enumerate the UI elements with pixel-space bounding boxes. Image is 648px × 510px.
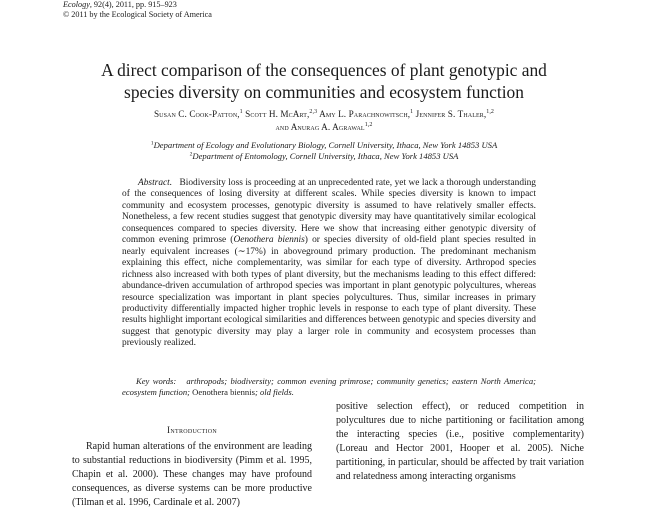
journal-citation-line [63, 0, 212, 10]
abstract [122, 178, 536, 350]
title-line-1: A direct comparison of the consequences of plant genotypic and [101, 60, 547, 80]
title-line-2: species diversity on communities and ecosystem function [124, 82, 524, 102]
abstract-text-part-2: ) or species diversity of old-field plant species resulted in nearly equivalent increases (∼17%) in aboveground primary production. The predominant mechanism explaining this effect, niche complementarity, was similar for each type of diversity. Arthropod species richness also increased with both types of plant diversity, but the mechanisms leading to this effect differed: abundance-driven accumulation of arthropod species was important in plant genotypic polycultures, whereas resource specialization was important in plant species polycultures. Thus, similar increases in primary productivity differentially impacted higher trophic levels in response to each type of plant diversity. These results highlight important ecological similarities and differences between genotypic and species diversity and suggest that genotypic diversity may play a larger role in community and ecosystem processes than previously realized. [122, 235, 536, 349]
author-2-affil: 2,3 [309, 109, 318, 115]
journal-header [63, 0, 212, 20]
affiliation-2 [0, 151, 648, 162]
keywords-label: Key words: [136, 376, 177, 386]
intro-left-text: Rapid human alterations of the environment are leading to substantial reductions in biodiversity (Pimm et al. 1995, Chapin et al. 2000). These changes may have profound consequences, as diverse systems can be more productive (Tilman et al. 1996, Cardinale et al. 2007) [72, 441, 312, 508]
affiliation-1-number: 1 [150, 140, 154, 147]
author-5-affil: 1,2 [364, 122, 373, 128]
author-1-affil: 1 [239, 109, 243, 115]
abstract-text-part-1: Biodiversity loss is proceeding at an unprecedented rate, yet we lack a thorough understanding of the consequences of losing diversity at different scales. While species diversity is known to impact community and ecosystem processes, genotypic diversity is assumed to have relatively smaller effects. Nonetheless, a few recent studies suggest that genotypic diversity may have quantitatively similar ecological consequences compared to species diversity. Here we show that increasing either genotypic diversity of common evening primrose ( [122, 178, 536, 246]
authors-line-1 [0, 108, 648, 121]
author-4-affil: 1,2 [486, 109, 495, 115]
affiliation-1 [0, 140, 648, 151]
author-1: Susan C. Cook-Patton, [153, 109, 240, 119]
authors-line-2 [0, 121, 648, 134]
intro-right-column [336, 400, 584, 484]
intro-right-text: positive selection effect), or reduced competition in polycultures due to niche partitioning or facilitation among the interacting species (i.e., positive complementarity) (Loreau and Hector 2001, Hooper et al. 2005). Niche partitioning, in particular, should be affected by trait variation and relatedness among interacting organisms [336, 401, 584, 482]
author-2: Scott H. McArt, [242, 109, 310, 119]
affiliations [0, 140, 648, 162]
abstract-label: Abstract. [138, 178, 173, 188]
journal-volume-pages: , 92(4), 2011, pp. 915–923 [89, 0, 177, 9]
copyright-line: © 2011 by the Ecological Society of America [63, 10, 212, 19]
keywords-species-name: Oenothera biennis [192, 387, 255, 397]
paper-title [0, 59, 648, 103]
author-3: Amy L. Parachnowitsch, [317, 109, 411, 119]
author-3-affil: 1 [410, 109, 414, 115]
author-5: and Anurag A. Agrawal [275, 122, 365, 132]
keywords-list-part-1: arthropods; biodiversity; common evening primrose; community genetics; eastern North America; ecosystem function; [122, 376, 536, 397]
affiliation-2-number: 2 [189, 151, 193, 158]
affiliation-2-text: Department of Entomology, Cornell University, Ithaca, New York 14853 USA [192, 151, 459, 161]
author-4: Jennifer S. Thaler, [413, 109, 487, 119]
introduction-heading: Introduction [167, 425, 217, 435]
intro-left-column [72, 440, 312, 510]
keywords-list-part-2: ; old fields. [254, 387, 294, 397]
author-list [0, 108, 648, 134]
affiliation-1-text: Department of Ecology and Evolutionary Biology, Cornell University, Ithaca, New York 14853 USA [153, 140, 498, 150]
key-words [122, 376, 536, 398]
abstract-species-name: Oenothera biennis [233, 235, 305, 246]
journal-name: Ecology [63, 0, 90, 9]
